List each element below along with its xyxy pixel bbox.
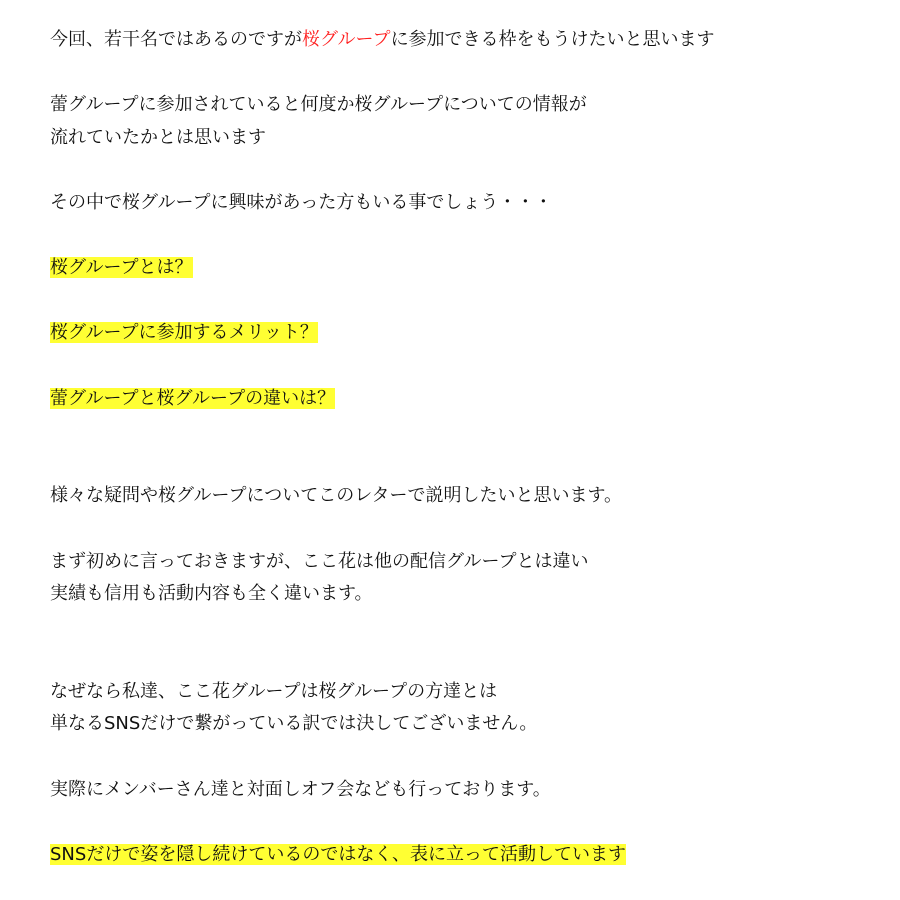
intro-highlight-red: 桜グループ bbox=[302, 29, 391, 50]
spacer bbox=[50, 285, 870, 318]
spacer bbox=[50, 611, 870, 644]
spacer bbox=[50, 57, 870, 90]
spacer bbox=[50, 741, 870, 774]
spacer bbox=[50, 513, 870, 546]
paragraph-4-line-2: 実績も信用も活動内容も全く違います。 bbox=[50, 583, 373, 605]
spacer bbox=[50, 220, 870, 253]
paragraph-5-line-1: なぜなら私達、ここ花グループは桜グループの方達とは bbox=[50, 680, 498, 702]
paragraph-3: 様々な疑問や桜グループについてこのレターで説明したいと思います。 bbox=[50, 485, 623, 507]
paragraph-1-line-1: 蕾グループに参加されていると何度か桜グループについての情報が bbox=[50, 94, 587, 116]
spacer bbox=[50, 643, 870, 676]
paragraph-2: その中で桜グループに興味があった方もいる事でしょう・・・ bbox=[50, 191, 553, 213]
question-1 bbox=[50, 252, 870, 285]
question-1-text: 桜グループとは？ bbox=[50, 257, 193, 279]
spacer bbox=[50, 350, 870, 383]
letter-body bbox=[50, 24, 870, 871]
spacer bbox=[50, 806, 870, 839]
paragraph-5-line-2: 単なるSNSだけで繋がっている訳では決してございません。 bbox=[50, 713, 538, 735]
spacer bbox=[50, 415, 870, 448]
paragraph-1-line-2: 流れていたかとは思います bbox=[50, 126, 266, 148]
intro-text-before: 今回、若干名ではあるのですが bbox=[50, 29, 302, 50]
closing-highlight-text: SNSだけで姿を隠し続けているのではなく、表に立って活動しています bbox=[50, 843, 626, 865]
spacer bbox=[50, 154, 870, 187]
paragraph-4-line-1: まず初めに言っておきますが、ここ花は他の配信グループとは違い bbox=[50, 550, 589, 572]
intro-line bbox=[50, 24, 870, 57]
question-3-text: 蕾グループと桜グループの違いは？ bbox=[50, 387, 336, 409]
closing-highlight bbox=[50, 839, 870, 872]
question-2-text: 桜グループに参加するメリット？ bbox=[50, 322, 318, 344]
intro-text-after: に参加できる枠をもうけたいと思います bbox=[390, 29, 715, 50]
paragraph-6: 実際にメンバーさん達と対面しオフ会なども行っております。 bbox=[50, 778, 551, 800]
question-3 bbox=[50, 383, 870, 416]
question-2 bbox=[50, 317, 870, 350]
spacer bbox=[50, 448, 870, 481]
